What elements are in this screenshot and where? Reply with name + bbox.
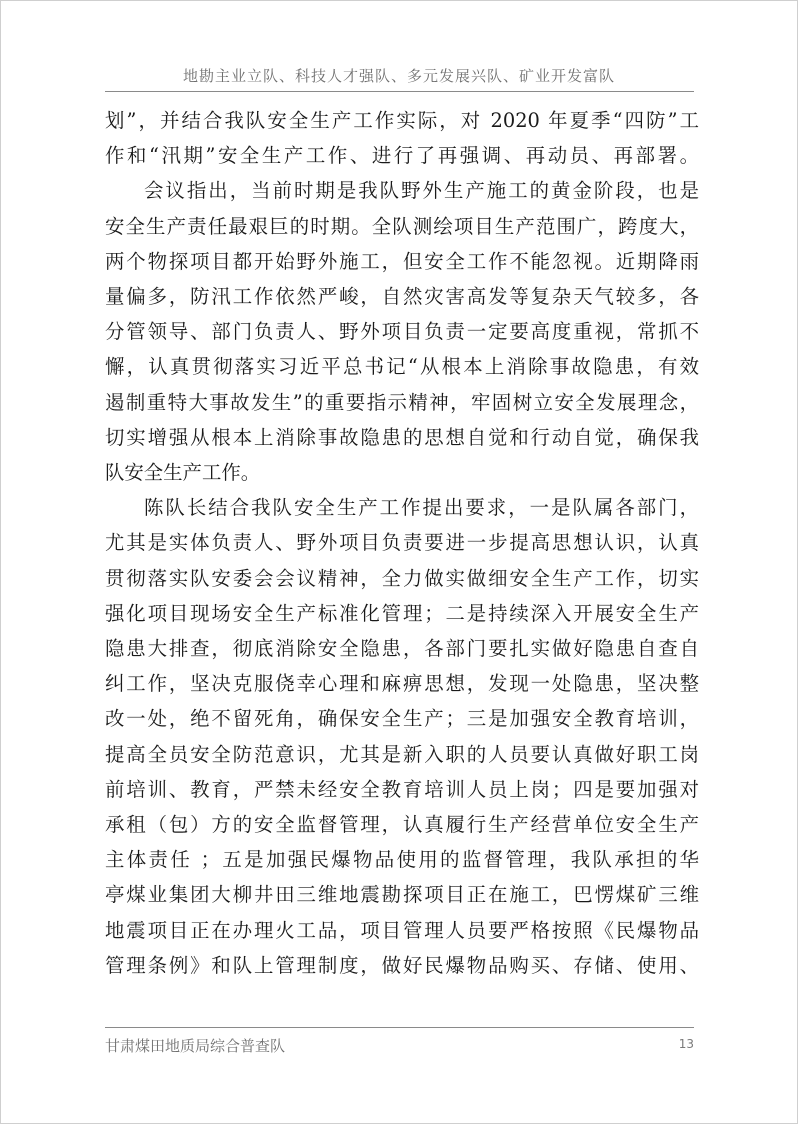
text-line: 划”，并结合我队安全生产工作实际，对 2020 年夏季“四防”工 [105, 109, 699, 132]
text-line: 地震项目正在办理火工品，项目管理人员要严格按照《民爆物品 [105, 918, 699, 942]
paragraph-start-line: 陈队长结合我队安全生产工作提出要求，一是队属各部门， [144, 496, 699, 520]
footer-organization: 甘肃煤田地质局综合普查队 [105, 1037, 286, 1055]
footer-divider [105, 1027, 694, 1028]
text-line: 改一处，绝不留死角，确保安全生产；三是加强安全教育培训， [105, 707, 699, 731]
text-line: 量偏多，防汛工作依然严峻，自然灾害高发等复杂天气较多，各 [105, 285, 699, 309]
text-line: 两个物探项目都开始野外施工，但安全工作不能忽视。近期降雨 [105, 249, 699, 273]
text-line: 强化项目现场安全生产标准化管理；二是持续深入开展安全生产 [105, 601, 699, 625]
text-line: 遏制重特大事故发生”的重要指示精神，牢固树立安全发展理念， [105, 390, 699, 414]
text-line: 作和“汛期”安全生产工作、进行了再强调、再动员、再部署。 [105, 144, 699, 168]
text-line: 安全生产责任最艰巨的时期。全队测绘项目生产范围广，跨度大， [105, 214, 699, 238]
paragraph-start-line: 会议指出，当前时期是我队野外生产施工的黄金阶段，也是 [144, 179, 699, 203]
header-slogan: 地勘主业立队、科技人才强队、多元发展兴队、矿业开发富队 [182, 67, 615, 85]
text-line: 亭煤业集团大柳井田三维地震勘探项目正在施工，巴愣煤矿三维 [105, 883, 699, 907]
text-line: 提高全员安全防范意识，尤其是新入职的人员要认真做好职工岗 [105, 742, 699, 766]
text-line: 承租（包）方的安全监督管理，认真履行生产经营单位安全生产 [105, 813, 699, 837]
text-line: 主体责任 ；五是加强民爆物品使用的监督管理，我队承担的华 [105, 848, 699, 872]
text-line: 贯彻落实队安委会会议精神，全力做实做细安全生产工作，切实 [105, 566, 699, 590]
text-line: 分管领导、部门负责人、野外项目负责一定要高度重视，常抓不 [105, 320, 699, 344]
text-line: 前培训、教育，严禁未经安全教育培训人员上岗；四是要加强对 [105, 777, 699, 801]
text-line: 纠工作，坚决克服侥幸心理和麻痹思想，发现一处隐患，坚决整 [105, 672, 699, 696]
text-line: 隐患大排查，彻底消除安全隐患，各部门要扎实做好隐患自查自 [105, 637, 699, 661]
paragraph-end-line: 队安全生产工作。 [105, 461, 261, 485]
page-number: 13 [678, 1037, 694, 1051]
text-line: 懈，认真贯彻落实习近平总书记“从根本上消除事故隐患，有效 [105, 355, 699, 379]
text-line: 尤其是实体负责人、野外项目负责要进一步提高思想认识，认真 [105, 531, 699, 555]
body-text [105, 103, 699, 983]
text-line: 切实增强从根本上消除事故隐患的思想自觉和行动自觉，确保我 [105, 425, 699, 449]
text-line: 管理条例》和队上管理制度，做好民爆物品购买、存储、使用、 [105, 953, 699, 977]
header-divider [105, 91, 694, 92]
